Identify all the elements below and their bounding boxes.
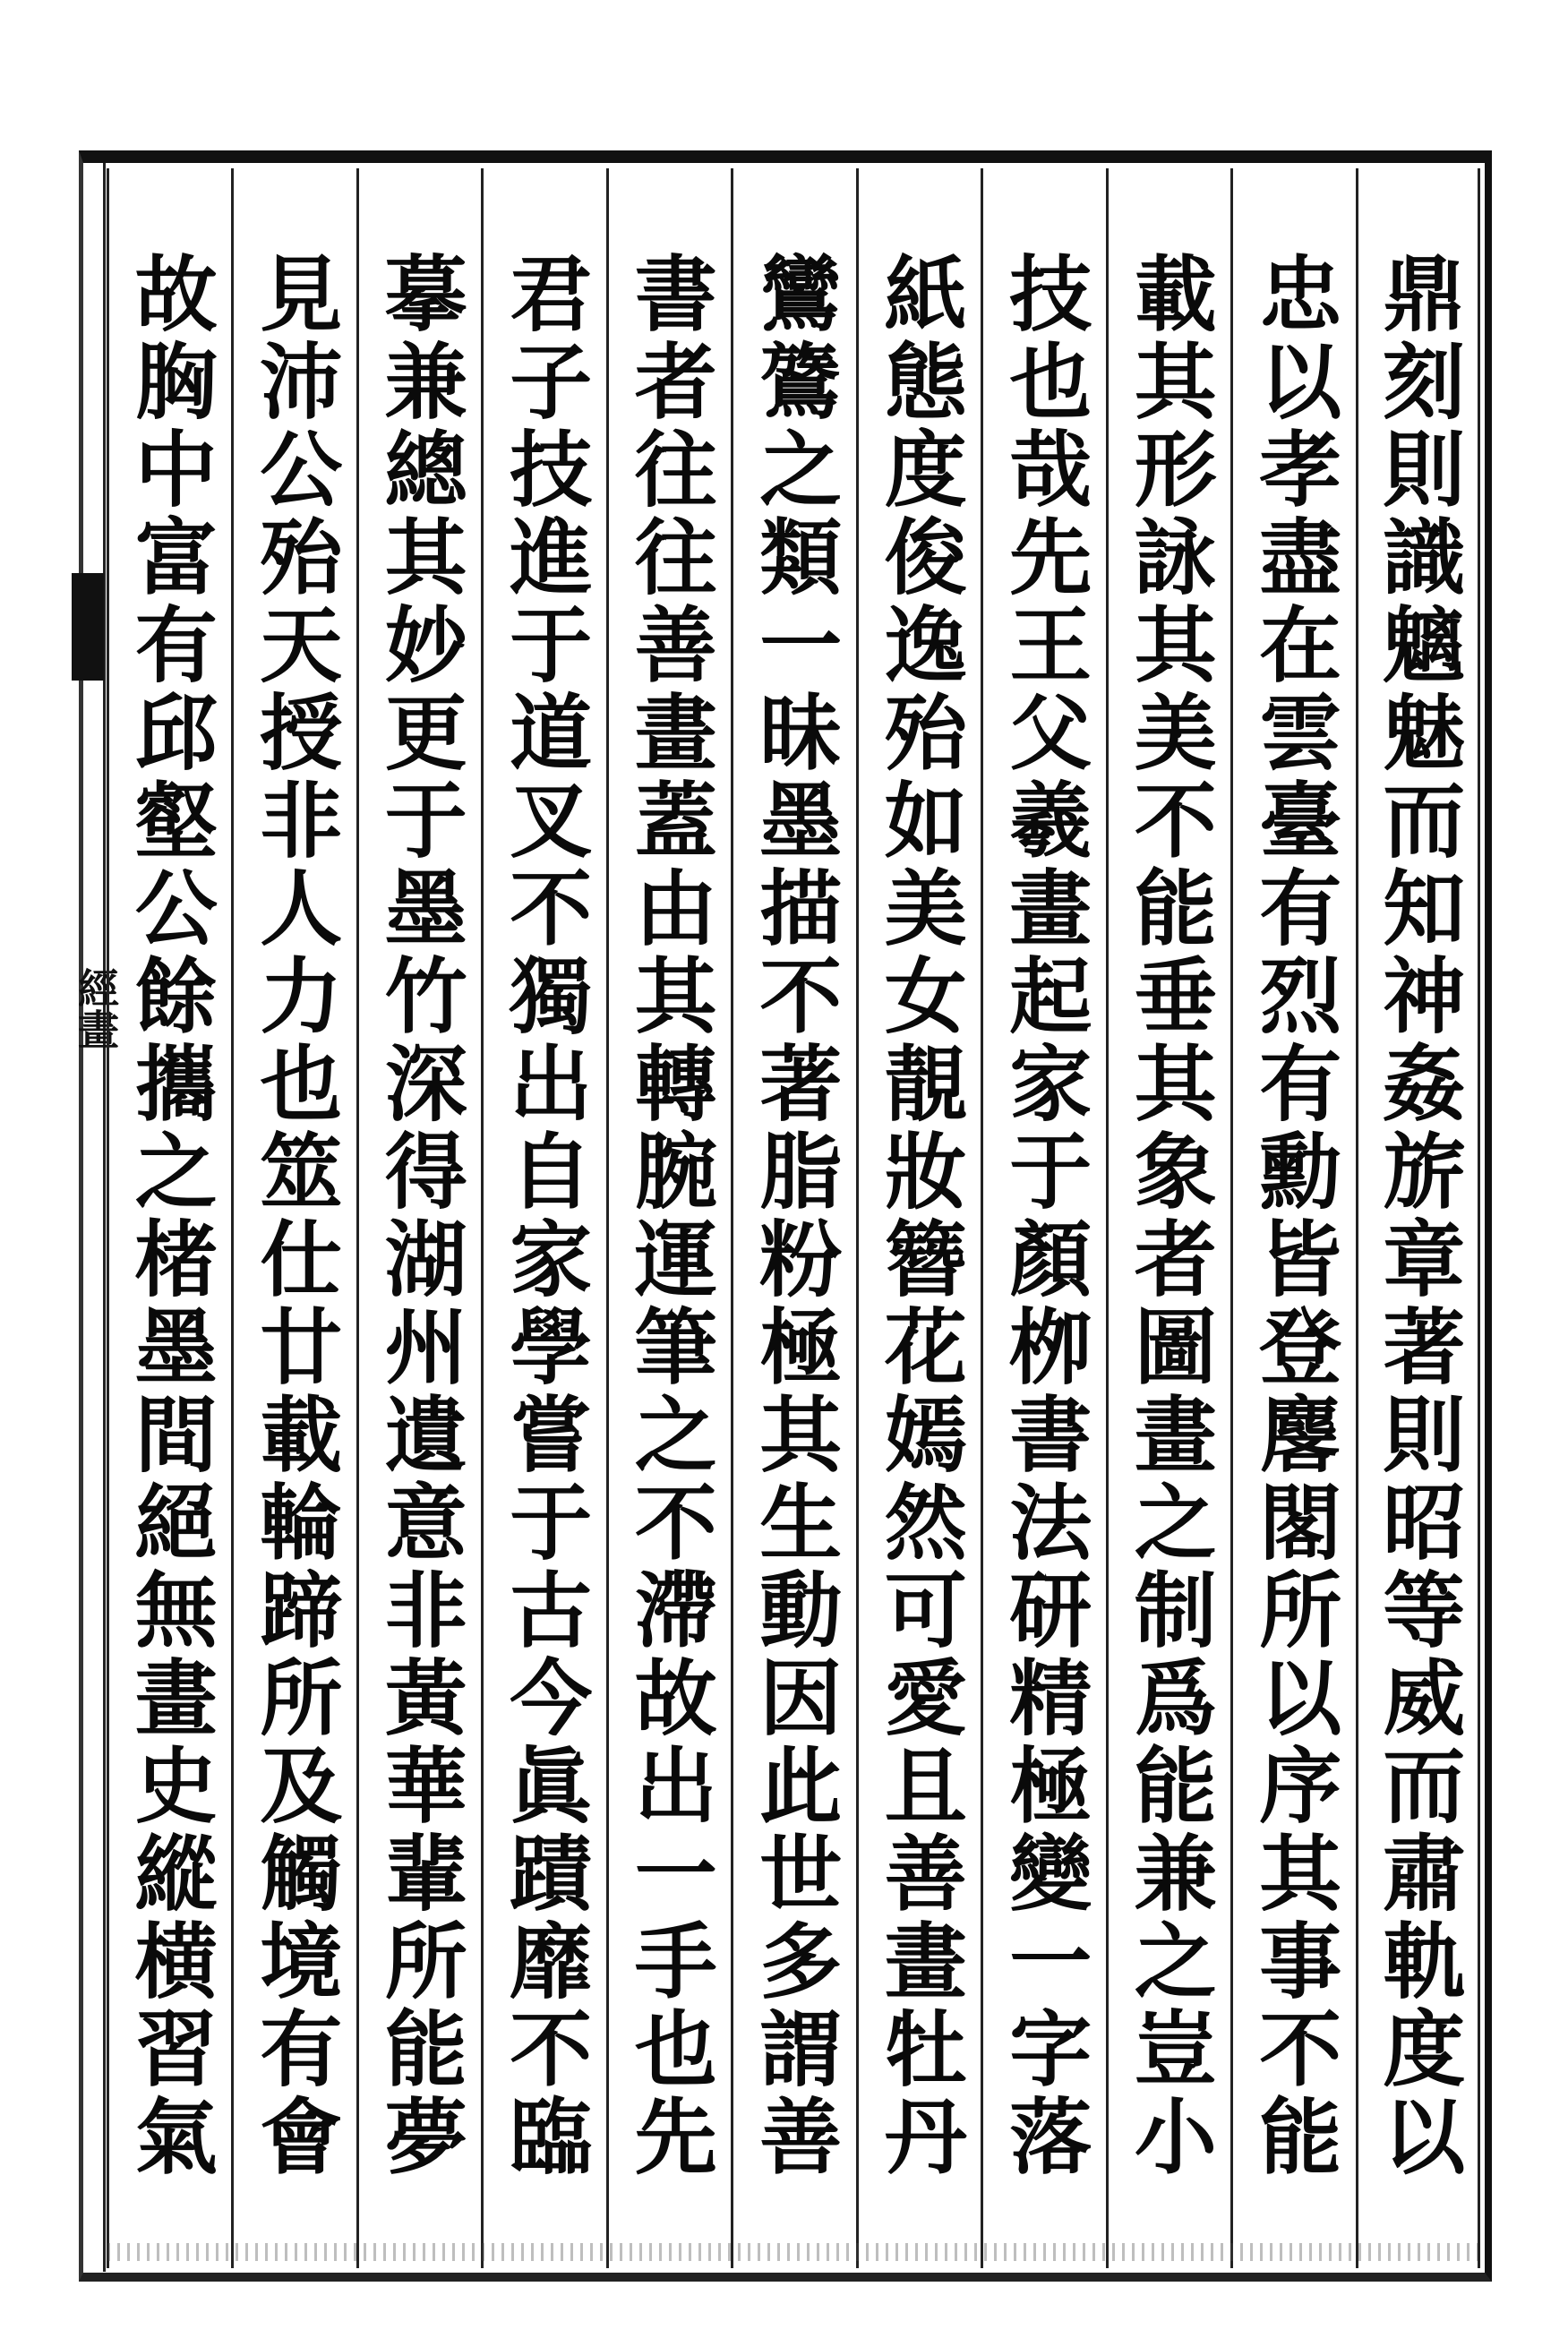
bottom-border-specks [107,2243,1478,2261]
text-column-3 [1106,168,1231,2268]
text-column-10 [231,168,356,2268]
text-column-2 [1230,168,1356,2268]
text-column-5 [856,168,981,2268]
fore-edge-black-mark [72,573,104,681]
text-column-7 [606,168,732,2268]
column-text: 忠以孝盡在雲臺有烈有勳皆登麐閣所以序其事不能 [1246,251,1343,2181]
column-text: 鸞鷟之類一昧墨描不著脂粉極其生動因此世多謂善 [746,251,844,2181]
column-text: 見沛公殆天授非人力也筮仕廿載輪蹄所及觸境有會 [246,251,344,2181]
fore-edge-label: 經畫 [72,967,120,1049]
column-text: 紙態度俊逸殆如美女靚妝簪花嫣然可愛且善畫牡丹 [870,251,968,2181]
column-text: 載其形詠其美不能垂其象者圖畫之制爲能兼之豈小 [1120,251,1218,2181]
column-text: 書者往往善畫蓋由其轉腕運筆之不滯故出一手也先 [621,251,718,2181]
text-column-9 [356,168,482,2268]
text-column-1 [1356,168,1481,2268]
fore-edge-strip [79,163,106,2272]
column-text: 君子技進于道叉不獨出自家學嘗于古今眞蹟靡不臨 [496,251,594,2181]
text-columns [106,168,1480,2268]
text-column-4 [981,168,1106,2268]
column-text: 技也哉先王父羲畫起家于顏栁書法研精極變一字落 [996,251,1093,2181]
text-column-6 [731,168,856,2268]
column-text: 摹兼總其妙更于墨竹深得湖州遺意非黃華輩所能夢 [371,251,468,2181]
column-text: 故胸中富有邱壑公餘攜之楮墨間絕無畫史縱横習氣 [121,251,218,2181]
column-text: 鼎刻則識魑魅而知神姦旂章著則昭等威而肅軌度以 [1369,251,1467,2181]
text-column-11 [107,168,232,2268]
text-column-8 [481,168,606,2268]
